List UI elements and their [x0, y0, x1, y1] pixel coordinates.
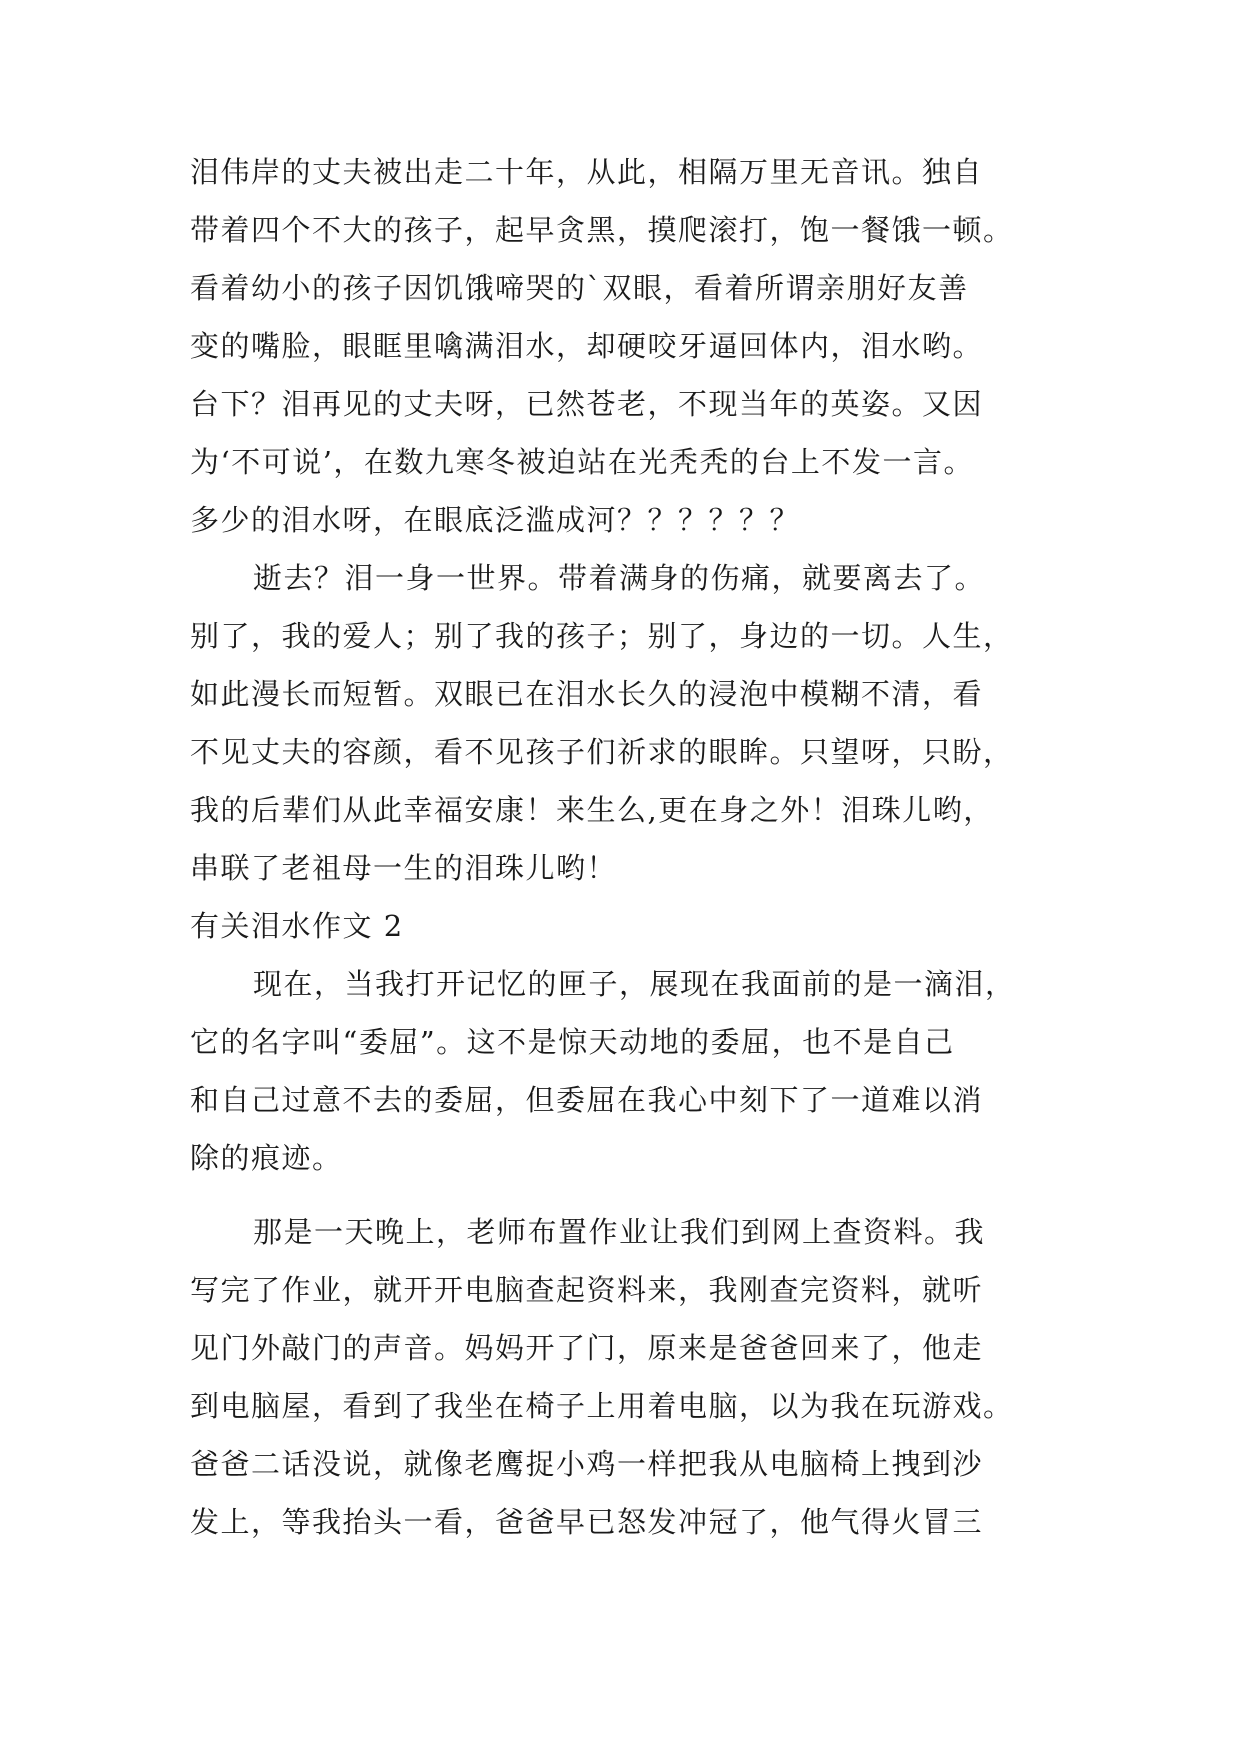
text-line: 台下？泪再见的丈夫呀，已然苍老，不现当年的英姿。又因: [190, 387, 984, 421]
text-line: 别了，我的爱人；别了我的孩子；别了，身边的一切。人生，: [190, 619, 1014, 653]
text-line: 不见丈夫的容颜，看不见孩子们祈求的眼眸。只望呀，只盼，: [190, 735, 1014, 769]
text-line: 带着四个不大的孩子，起早贪黑，摸爬滚打，饱一餐饿一顿。: [190, 213, 1014, 247]
text-line: 见门外敲门的声音。妈妈开了门，原来是爸爸回来了，他走: [190, 1331, 984, 1365]
text-line: 我的后辈们从此幸福安康！来生么,更在身之外！泪珠儿哟，: [190, 793, 994, 827]
text-line: 看着幼小的孩子因饥饿啼哭的`双眼，看着所谓亲朋好友善: [190, 271, 969, 305]
text-line: 多少的泪水呀，在眼底泛滥成河？？？？？？: [190, 503, 801, 537]
text-line: 到电脑屋，看到了我坐在椅子上用着电脑，以为我在玩游戏。: [190, 1389, 1014, 1423]
text-line: 串联了老祖母一生的泪珠儿哟！: [190, 851, 618, 885]
text-line: 发上，等我抬头一看，爸爸早已怒发冲冠了，他气得火冒三: [190, 1505, 984, 1539]
paragraph-first-line: 那是一天晚上，老师布置作业让我们到网上查资料。我: [253, 1215, 986, 1249]
section-heading: 有关泪水作文 2: [190, 909, 404, 943]
text-line: 泪伟岸的丈夫被出走二十年，从此，相隔万里无音讯。独自: [190, 155, 984, 189]
text-line: 变的嘴脸，眼眶里噙满泪水，却硬咬牙逼回体内，泪水哟。: [190, 329, 984, 363]
text-line: 为‘不可说’，在数九寒冬被迫站在光秃秃的台上不发一言。: [190, 445, 974, 479]
paragraph-first-line: 现在，当我打开记忆的匣子，展现在我面前的是一滴泪，: [253, 967, 1016, 1001]
text-line: 写完了作业，就开开电脑查起资料来，我刚查完资料，就听: [190, 1273, 984, 1307]
text-line: 爸爸二话没说，就像老鹰捉小鸡一样把我从电脑椅上拽到沙: [190, 1447, 984, 1481]
text-line: 如此漫长而短暂。双眼已在泪水长久的浸泡中模糊不清，看: [190, 677, 984, 711]
text-line: 它的名字叫“委屈”。这不是惊天动地的委屈，也不是自己: [190, 1025, 955, 1059]
paragraph-first-line: 逝去？泪一身一世界。带着满身的伤痛，就要离去了。: [253, 561, 986, 595]
text-line: 和自己过意不去的委屈，但委屈在我心中刻下了一道难以消: [190, 1083, 984, 1117]
text-line: 除的痕迹。: [190, 1141, 343, 1175]
